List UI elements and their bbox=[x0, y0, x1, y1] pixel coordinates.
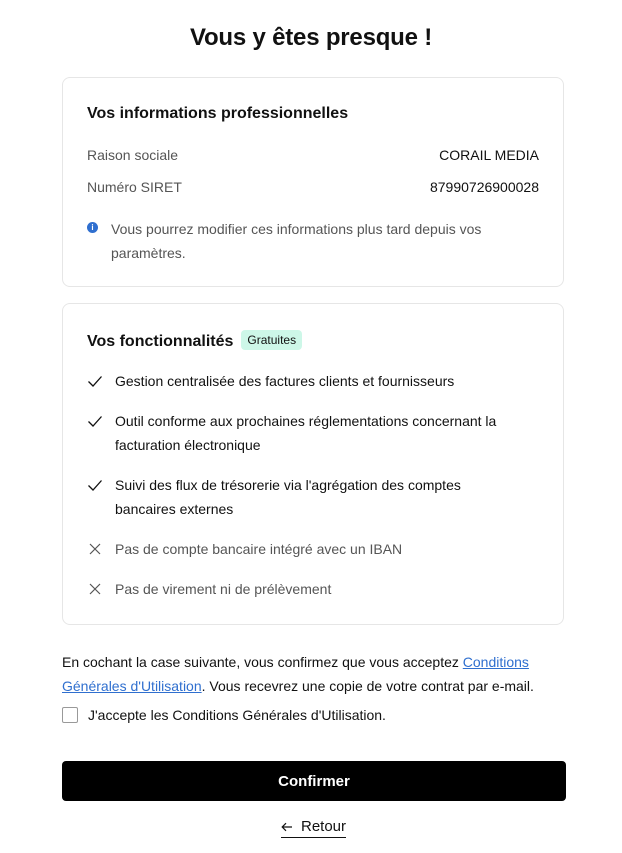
info-value: CORAIL MEDIA bbox=[439, 147, 539, 163]
info-row-company bbox=[87, 147, 539, 163]
feature-item bbox=[87, 537, 523, 561]
features-title-text: Vos fonctionnalités bbox=[87, 333, 234, 350]
info-icon: i bbox=[87, 222, 98, 233]
features-card bbox=[62, 303, 564, 625]
consent-after: . Vous recevrez une copie de votre contrat par e-mail. bbox=[201, 678, 534, 694]
feature-item bbox=[87, 369, 523, 393]
feature-text: Suivi des flux de trésorerie via l'agrégation des comptes bancaires externes bbox=[115, 477, 461, 517]
info-value: 87990726900028 bbox=[429, 179, 539, 195]
info-key: Raison sociale bbox=[87, 147, 179, 163]
cross-icon bbox=[87, 581, 103, 597]
feature-item bbox=[87, 577, 523, 601]
check-icon bbox=[87, 477, 103, 493]
info-row-siret bbox=[87, 179, 539, 195]
feature-text: Outil conforme aux prochaines réglementations concernant la facturation électronique bbox=[115, 413, 497, 453]
feature-item bbox=[87, 473, 523, 521]
accept-terms-checkbox[interactable] bbox=[62, 707, 78, 723]
confirm-button[interactable]: Confirmer bbox=[62, 761, 566, 801]
pro-info-title: Vos informations professionnelles bbox=[87, 105, 349, 122]
check-icon bbox=[87, 373, 103, 389]
page-title: Vous y êtes presque ! bbox=[189, 24, 433, 51]
free-badge: Gratuites bbox=[241, 330, 302, 350]
consent-before: En cochant la case suivante, vous confirmez que vous acceptez bbox=[62, 654, 463, 670]
feature-item bbox=[87, 409, 523, 457]
info-note bbox=[87, 217, 513, 265]
arrow-left-icon bbox=[281, 822, 293, 832]
terms-link[interactable]: Conditions Générales d'Utilisation bbox=[62, 654, 529, 694]
back-link[interactable] bbox=[281, 818, 346, 838]
info-key: Numéro SIRET bbox=[87, 179, 182, 195]
feature-text: Pas de virement ni de prélèvement bbox=[115, 581, 332, 597]
consent-text bbox=[62, 650, 552, 698]
features-title bbox=[87, 330, 302, 351]
feature-text: Gestion centralisée des factures clients et fournisseurs bbox=[115, 373, 455, 389]
pro-info-card bbox=[62, 77, 564, 287]
cross-icon bbox=[87, 541, 103, 557]
accept-terms-row[interactable] bbox=[62, 707, 386, 723]
back-label: Retour bbox=[301, 818, 347, 835]
accept-terms-label: J'accepte les Conditions Générales d'Utilisation. bbox=[88, 707, 386, 723]
info-note-text: Vous pourrez modifier ces informations plus tard depuis vos paramètres. bbox=[111, 221, 482, 261]
check-icon bbox=[87, 413, 103, 429]
feature-text: Pas de compte bancaire intégré avec un IBAN bbox=[115, 541, 403, 557]
